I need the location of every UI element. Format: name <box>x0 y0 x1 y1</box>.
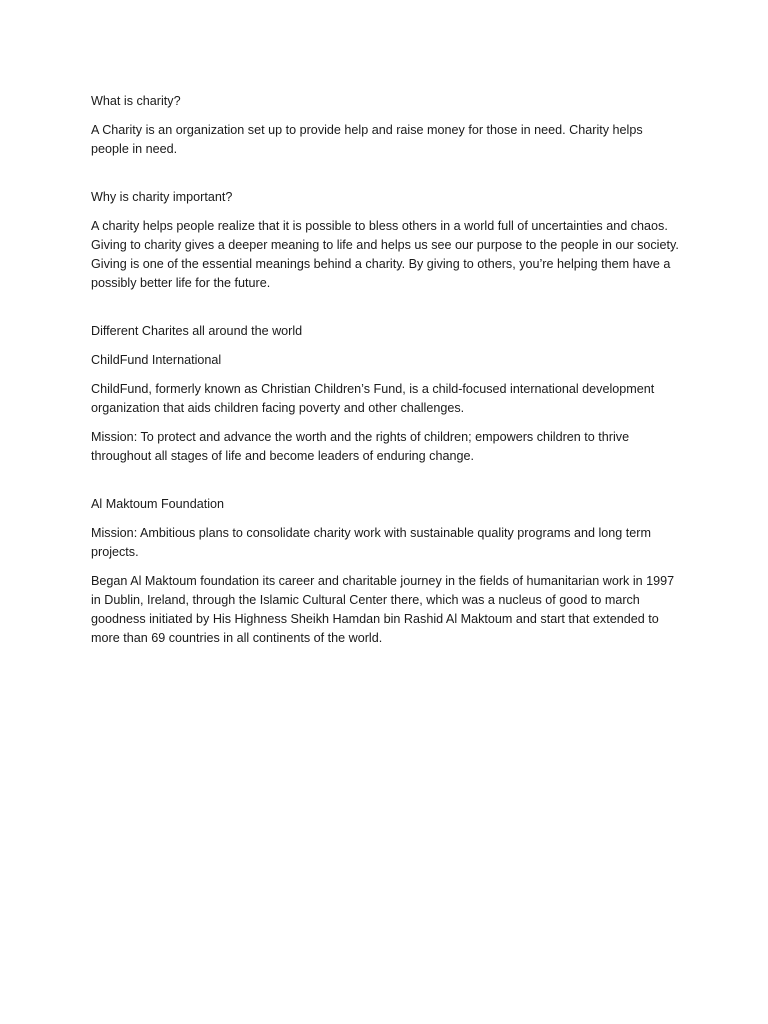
heading-al-maktoum-foundation: Al Maktoum Foundation <box>91 497 225 511</box>
heading-different-charities: Different Charites all around the world <box>91 324 303 338</box>
paragraph-childfund-mission: Mission: To protect and advance the worth and the rights of children; empowers children to thrive throughout all stages of life and become leaders of enduring change. <box>91 430 630 463</box>
heading-what-is-charity: What is charity? <box>91 94 181 108</box>
paragraph-al-maktoum-history: Began Al Maktoum foundation its career and charitable journey in the fields of humanitarian work in 1997 in Dublin, Ireland, through the Islamic Cultural Center there, which was a nucleus of good to march goodness initiated by His Highness Sheikh Hamdan bin Rashid Al Maktoum and start that extended to more than 69 countries in all continents of the world. <box>91 574 675 645</box>
heading-childfund-international: ChildFund International <box>91 353 222 367</box>
paragraph-childfund-description: ChildFund, formerly known as Christian Children’s Fund, is a child-focused international development organization that aids children facing poverty and other challenges. <box>91 382 655 415</box>
paragraph-charity-importance: A charity helps people realize that it is possible to bless others in a world full of uncertainties and chaos. Giving to charity gives a deeper meaning to life and helps us see our purpose to the people in our society. Giving is one of the essential meanings behind a charity. By giving to others, you’re helping them have a possibly better life for the future. <box>91 219 679 290</box>
heading-why-charity-important: Why is charity important? <box>91 190 233 204</box>
document-body <box>91 92 681 658</box>
paragraph-al-maktoum-mission: Mission: Ambitious plans to consolidate charity work with sustainable quality programs and long term projects. <box>91 526 651 559</box>
paragraph-charity-definition: A Charity is an organization set up to provide help and raise money for those in need. Charity helps people in need. <box>91 123 643 156</box>
